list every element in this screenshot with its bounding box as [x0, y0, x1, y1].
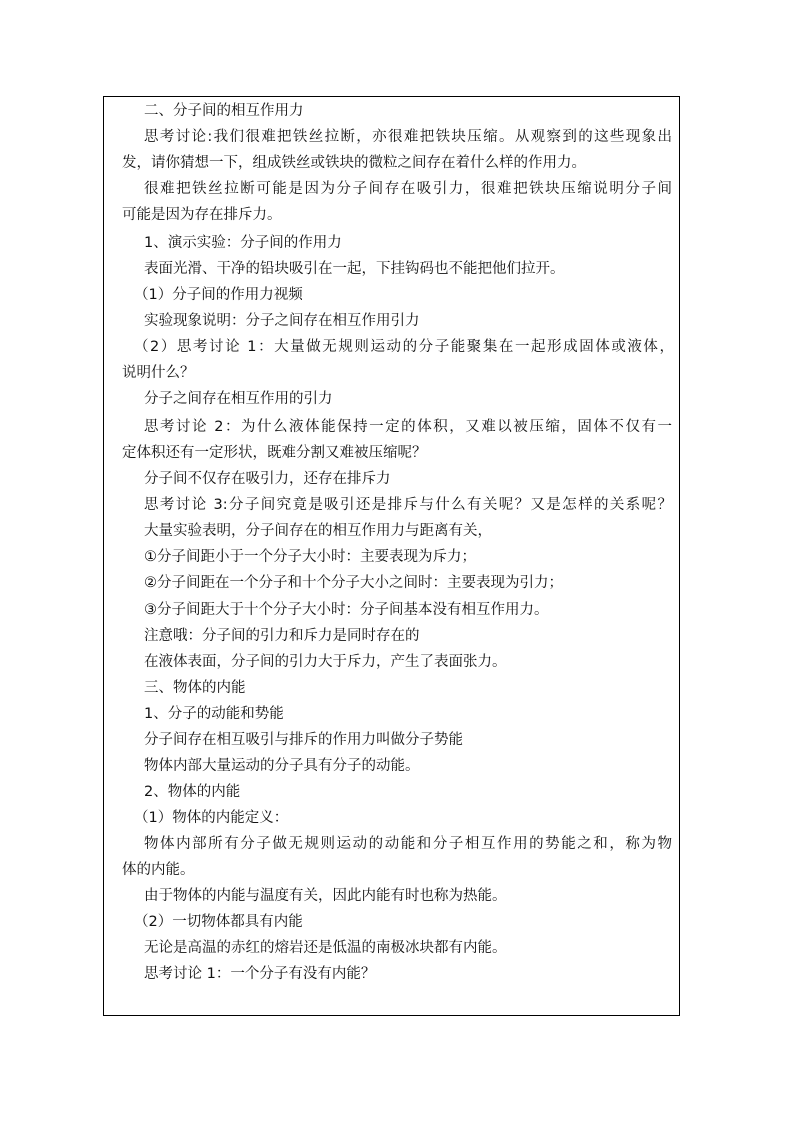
subheading-kinetic-potential: 1、分子的动能和势能 [144, 706, 284, 722]
paragraph-line: 表面光滑、干净的铅块吸引在一起，下挂钩码也不能把他们拉开。 [144, 261, 565, 277]
list-item-no-force: ③分子间距大于十个分子大小时：分子间基本没有相互作用力。 [144, 602, 549, 618]
paragraph-line: 注意哦：分子间的引力和斥力是同时存在的 [144, 628, 420, 644]
paragraph-line: 发，请你猜想一下，组成铁丝或铁块的微粒之间存在着什么样的作用力。 [122, 155, 586, 171]
paragraph-line: 实验现象说明：分子之间存在相互作用引力 [144, 313, 420, 329]
content-box [103, 96, 680, 1016]
list-item-all-objects: （2）一切物体都具有内能 [134, 914, 303, 930]
paragraph-line: 大量实验表明，分子间存在的相互作用力与距离有关， [144, 523, 492, 539]
paragraph-line: 思考讨论 1：一个分子有没有内能？ [144, 966, 376, 982]
paragraph-line: 思考讨论 3:分子间究竟是吸引还是排斥与什么有关呢？又是怎样的关系呢？ [144, 497, 672, 513]
list-item-video: （1）分子间的作用力视频 [134, 287, 303, 303]
list-item-definition: （1）物体的内能定义： [134, 810, 289, 826]
paragraph-line: 由于物体的内能与温度有关，因此内能有时也称为热能。 [144, 888, 507, 904]
section-heading-intermolecular-force: 二、分子间的相互作用力 [144, 103, 304, 119]
paragraph-line: 体的内能。 [122, 862, 195, 878]
paragraph-line: 物体内部所有分子做无规则运动的动能和分子相互作用的势能之和，称为物 [144, 836, 672, 852]
paragraph-line: 在液体表面，分子间的引力大于斥力，产生了表面张力。 [144, 654, 507, 670]
paragraph-line: 思考讨论:我们很难把铁丝拉断，亦很难把铁块压缩。从观察到的这些现象出 [144, 129, 672, 145]
paragraph-line: 可能是因为存在排斥力。 [122, 207, 282, 223]
list-item-attraction: ②分子间距在一个分子和十个分子大小之间时：主要表现为引力； [144, 575, 563, 591]
paragraph-line: 定体积还有一定形状，既难分割又难被压缩呢？ [122, 445, 427, 461]
list-item-repulsion: ①分子间距小于一个分子大小时：主要表现为斥力； [144, 549, 476, 565]
subheading-object-internal-energy: 2、物体的内能 [144, 784, 241, 800]
paragraph-line: 分子间存在相互吸引与排斥的作用力叫做分子势能 [144, 732, 463, 748]
paragraph-line: 分子之间存在相互作用的引力 [144, 391, 333, 407]
section-heading-internal-energy: 三、物体的内能 [144, 680, 246, 696]
paragraph-line: （2）思考讨论 1：大量做无规则运动的分子能聚集在一起形成固体或液体， [134, 339, 674, 355]
paragraph-line: 很难把铁丝拉断可能是因为分子间存在吸引力，很难把铁块压缩说明分子间 [144, 181, 672, 197]
subheading-demo-experiment: 1、演示实验：分子间的作用力 [144, 235, 342, 251]
paragraph-line: 说明什么？ [122, 365, 195, 381]
paragraph-line: 思考讨论 2：为什么液体能保持一定的体积，又难以被压缩，固体不仅有一 [144, 419, 672, 435]
paragraph-line: 物体内部大量运动的分子具有分子的动能。 [144, 758, 420, 774]
paragraph-line: 无论是高温的赤红的熔岩还是低温的南极冰块都有内能。 [144, 940, 507, 956]
paragraph-line: 分子间不仅存在吸引力，还存在排斥力 [144, 471, 391, 487]
